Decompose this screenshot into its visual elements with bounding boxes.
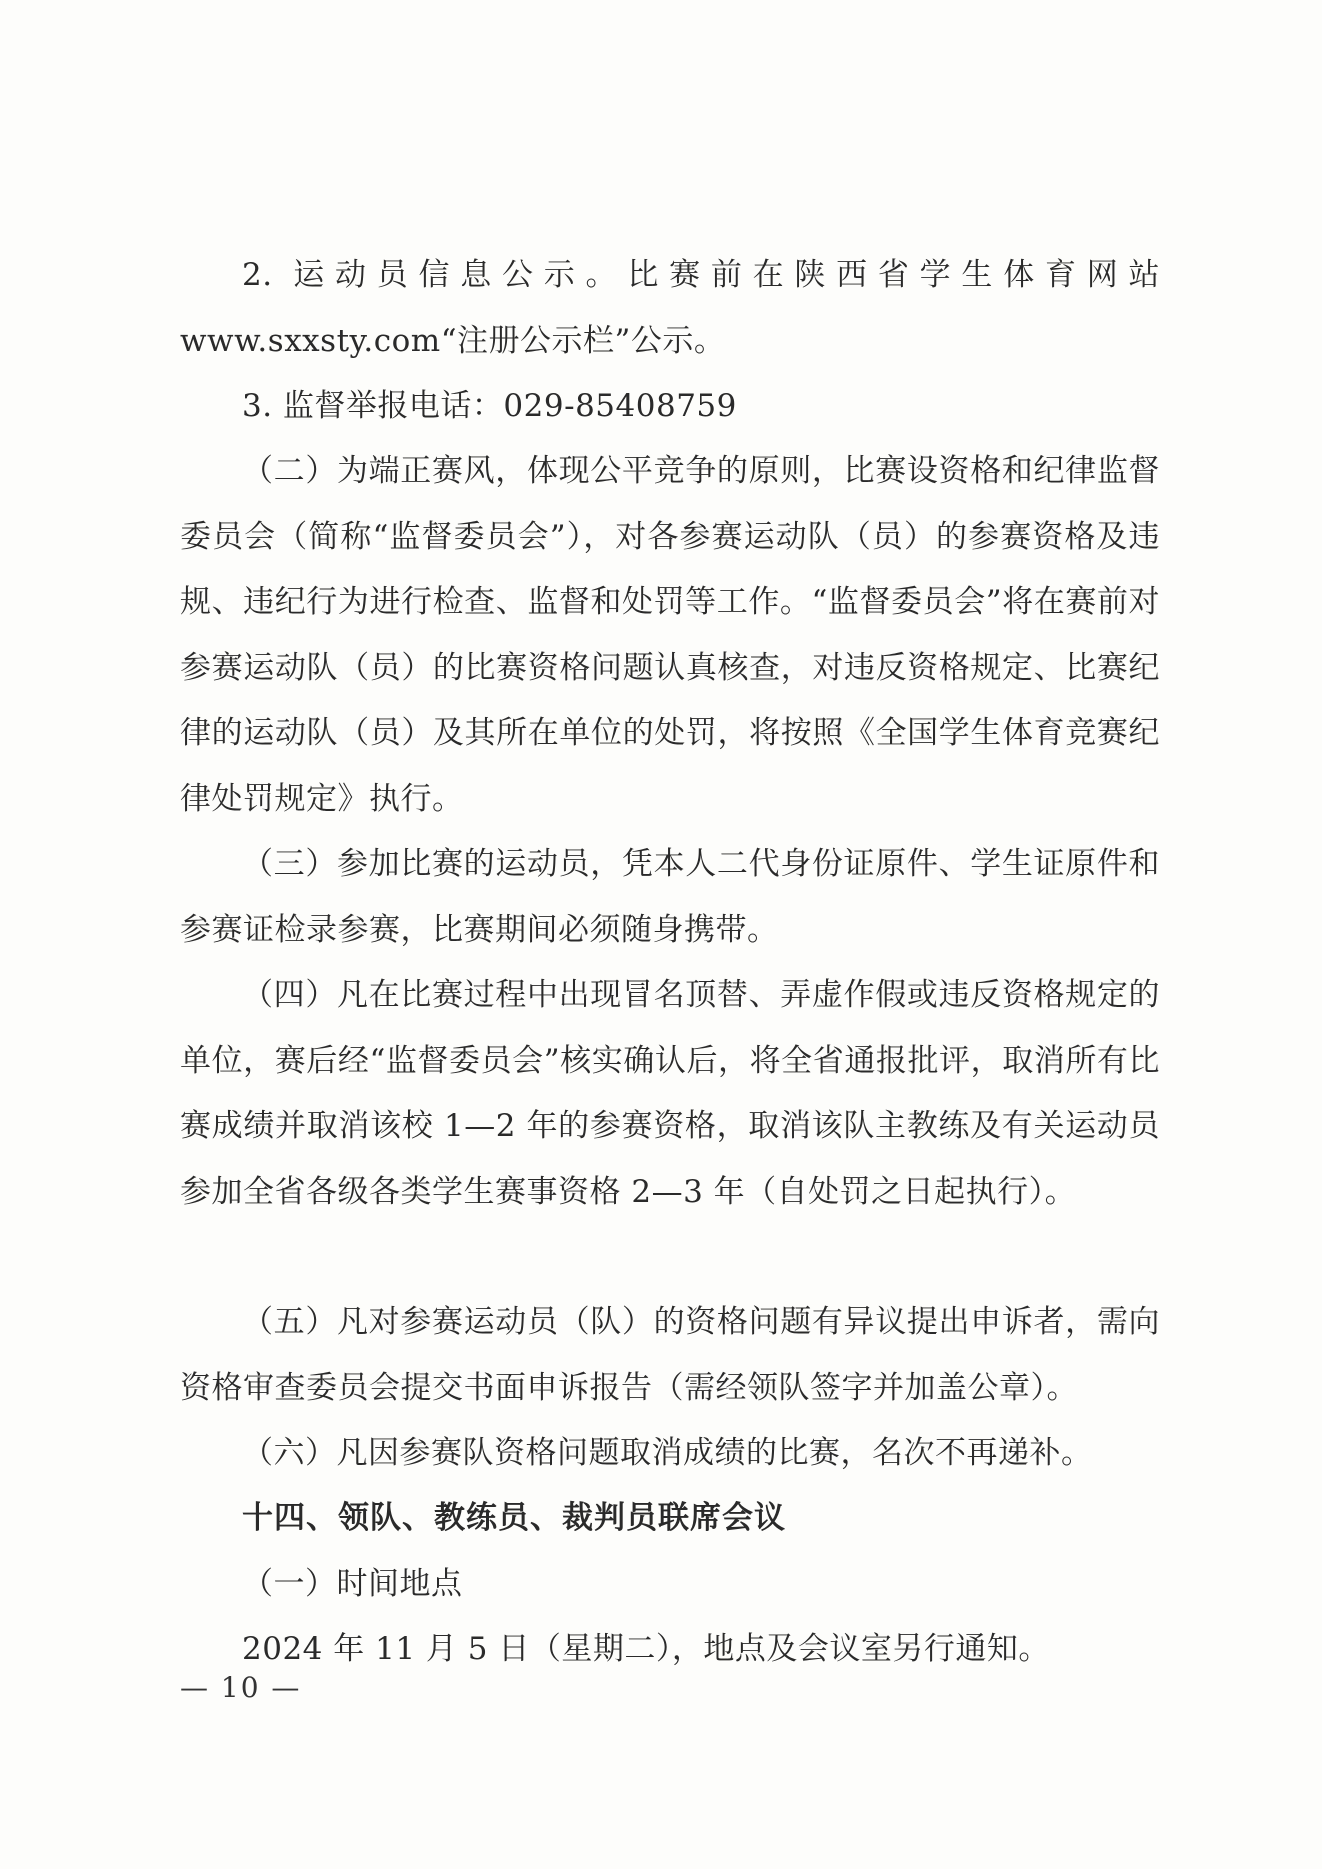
paragraph-meeting-date: 2024 年 11 月 5 日（星期二），地点及会议室另行通知。 xyxy=(242,1631,1050,1667)
paragraph-supervision-committee: （二）为端正赛风，体现公平竞争的原则，比赛设资格和纪律监督委员会（简称“监督委员会”），对各参赛运动队（员）的参赛资格及违规、违纪行为进行检查、监督和处罚等工作。“监督委员会”将在赛前对参赛运动队（员）的比赛资格问题认真核查，对违反资格规定、比赛纪律的运动队（员）及其所在单位的处罚，将按照《全国学生体育竞赛纪律处罚规定》执行。 xyxy=(180,453,1160,817)
paragraph-penalties: （四）凡在比赛过程中出现冒名顶替、弄虚作假或违反资格规定的单位，赛后经“监督委员会”核实确认后，将全省通报批评，取消所有比赛成绩并取消该校 1—2 年的参赛资格，取消该队主教练及有关运动员参加全省各级各类学生赛事资格 2—3 年（自处罚之日起执行）。 xyxy=(180,977,1160,1210)
section-heading-joint-meeting: 十四、领队、教练员、裁判员联席会议 xyxy=(242,1500,786,1536)
paragraph-hotline: 3. 监督举报电话：029-85408759 xyxy=(242,388,737,424)
paragraph-athlete-info: 2. 运动员信息公示。比赛前在陕西省学生体育网站www.sxxsty.com“注册公示栏”公示。 xyxy=(180,257,1160,359)
page-number: — 10 — xyxy=(180,1671,302,1704)
paragraph-no-replacement: （六）凡因参赛队资格问题取消成绩的比赛，名次不再递补。 xyxy=(242,1435,1093,1471)
paragraph-appeals: （五）凡对参赛运动员（队）的资格问题有异议提出申诉者，需向资格审查委员会提交书面申诉报告（需经领队签字并加盖公章）。 xyxy=(180,1304,1160,1406)
subheading-time-location: （一）时间地点 xyxy=(242,1566,463,1602)
paragraph-id-requirements: （三）参加比赛的运动员，凭本人二代身份证原件、学生证原件和参赛证检录参赛，比赛期间必须随身携带。 xyxy=(180,846,1160,948)
